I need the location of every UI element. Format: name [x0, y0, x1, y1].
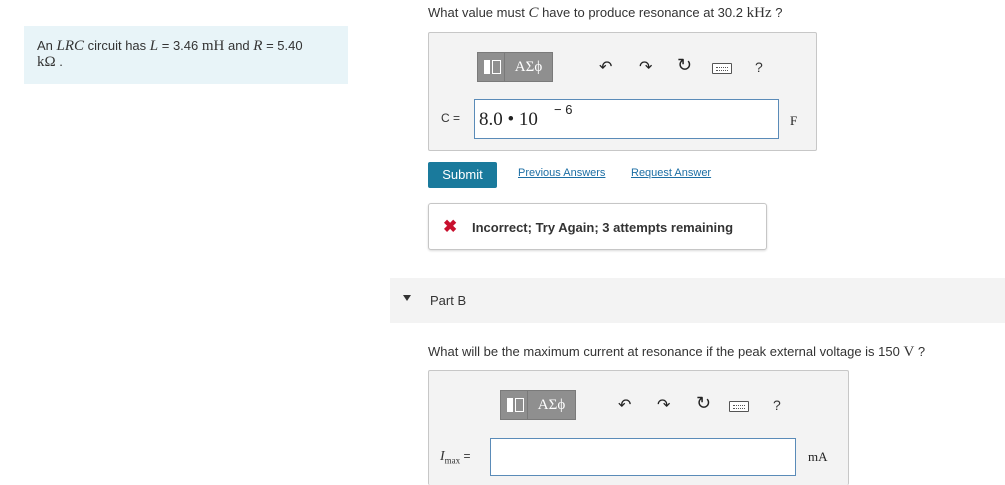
info-text: and: [224, 38, 254, 53]
capacitance-symbol: C: [528, 5, 539, 21]
current-symbol: I: [440, 449, 445, 464]
inductance-symbol: L: [149, 38, 159, 54]
undo-icon[interactable]: ↶: [618, 397, 632, 414]
inductance-value: = 3.46: [158, 38, 202, 53]
answer-exponent: − 6: [554, 102, 573, 117]
math-toolbar: [500, 390, 576, 420]
templates-button[interactable]: [477, 52, 505, 82]
help-button[interactable]: ?: [755, 59, 763, 75]
info-text: circuit has: [84, 38, 150, 53]
math-toolbar: [477, 52, 553, 82]
part-b-title: Part B: [430, 293, 467, 308]
c-field-label: C =: [441, 111, 461, 125]
keyboard-icon[interactable]: [712, 63, 732, 74]
part-a-answer-panel: [428, 32, 817, 151]
info-text: .: [55, 54, 63, 69]
undo-icon[interactable]: ↶: [599, 59, 613, 76]
problem-statement: [24, 26, 348, 84]
imax-field-label: [440, 449, 471, 465]
incorrect-icon: ✖: [443, 217, 458, 236]
resistance-unit: kΩ: [37, 54, 56, 70]
question-text: ?: [771, 5, 783, 20]
imax-unit: mA: [808, 449, 828, 464]
c-answer-input[interactable]: [474, 99, 779, 139]
part-b-header[interactable]: [390, 278, 1005, 323]
greek-symbols-button[interactable]: ΑΣϕ: [528, 390, 576, 420]
question-text: What will be the maximum current at resonance if the peak external voltage is 150: [428, 344, 904, 359]
redo-icon[interactable]: ↷: [639, 59, 653, 76]
request-answer-link[interactable]: Request Answer: [631, 167, 712, 179]
c-unit: F: [790, 113, 798, 128]
greek-symbols-button[interactable]: ΑΣϕ: [505, 52, 553, 82]
part-b-answer-panel: [428, 370, 849, 485]
answer-value: 8.0 • 10: [479, 109, 538, 130]
frequency-unit: kHz: [746, 5, 772, 21]
info-prefix: An: [37, 38, 57, 53]
templates-button[interactable]: [500, 390, 528, 420]
submit-button[interactable]: Submit: [428, 162, 497, 188]
previous-answers-link[interactable]: Previous Answers: [518, 167, 606, 179]
reset-icon[interactable]: ↻: [677, 55, 693, 75]
circuit-type: LRC: [56, 38, 85, 54]
help-button[interactable]: ?: [773, 397, 781, 413]
question-text: ?: [914, 344, 926, 359]
feedback-message: [428, 203, 767, 250]
reset-icon[interactable]: ↻: [696, 393, 712, 413]
collapse-triangle-icon[interactable]: [403, 295, 411, 301]
question-text: have to produce resonance at 30.2: [538, 5, 747, 20]
feedback-text: Incorrect; Try Again; 3 attempts remaining: [472, 220, 734, 235]
resistance-symbol: R: [253, 38, 263, 54]
part-b-question: [428, 344, 925, 361]
keyboard-icon[interactable]: [729, 401, 749, 412]
question-text: What value must: [428, 5, 529, 20]
part-a-question: [428, 5, 782, 22]
current-subscript: max: [444, 455, 461, 466]
inductance-unit: mH: [201, 38, 225, 54]
voltage-unit: V: [903, 344, 915, 360]
equals-sign: =: [460, 449, 471, 463]
redo-icon[interactable]: ↷: [657, 397, 671, 414]
resistance-value: = 5.40: [262, 38, 303, 53]
imax-answer-input[interactable]: [490, 438, 796, 476]
